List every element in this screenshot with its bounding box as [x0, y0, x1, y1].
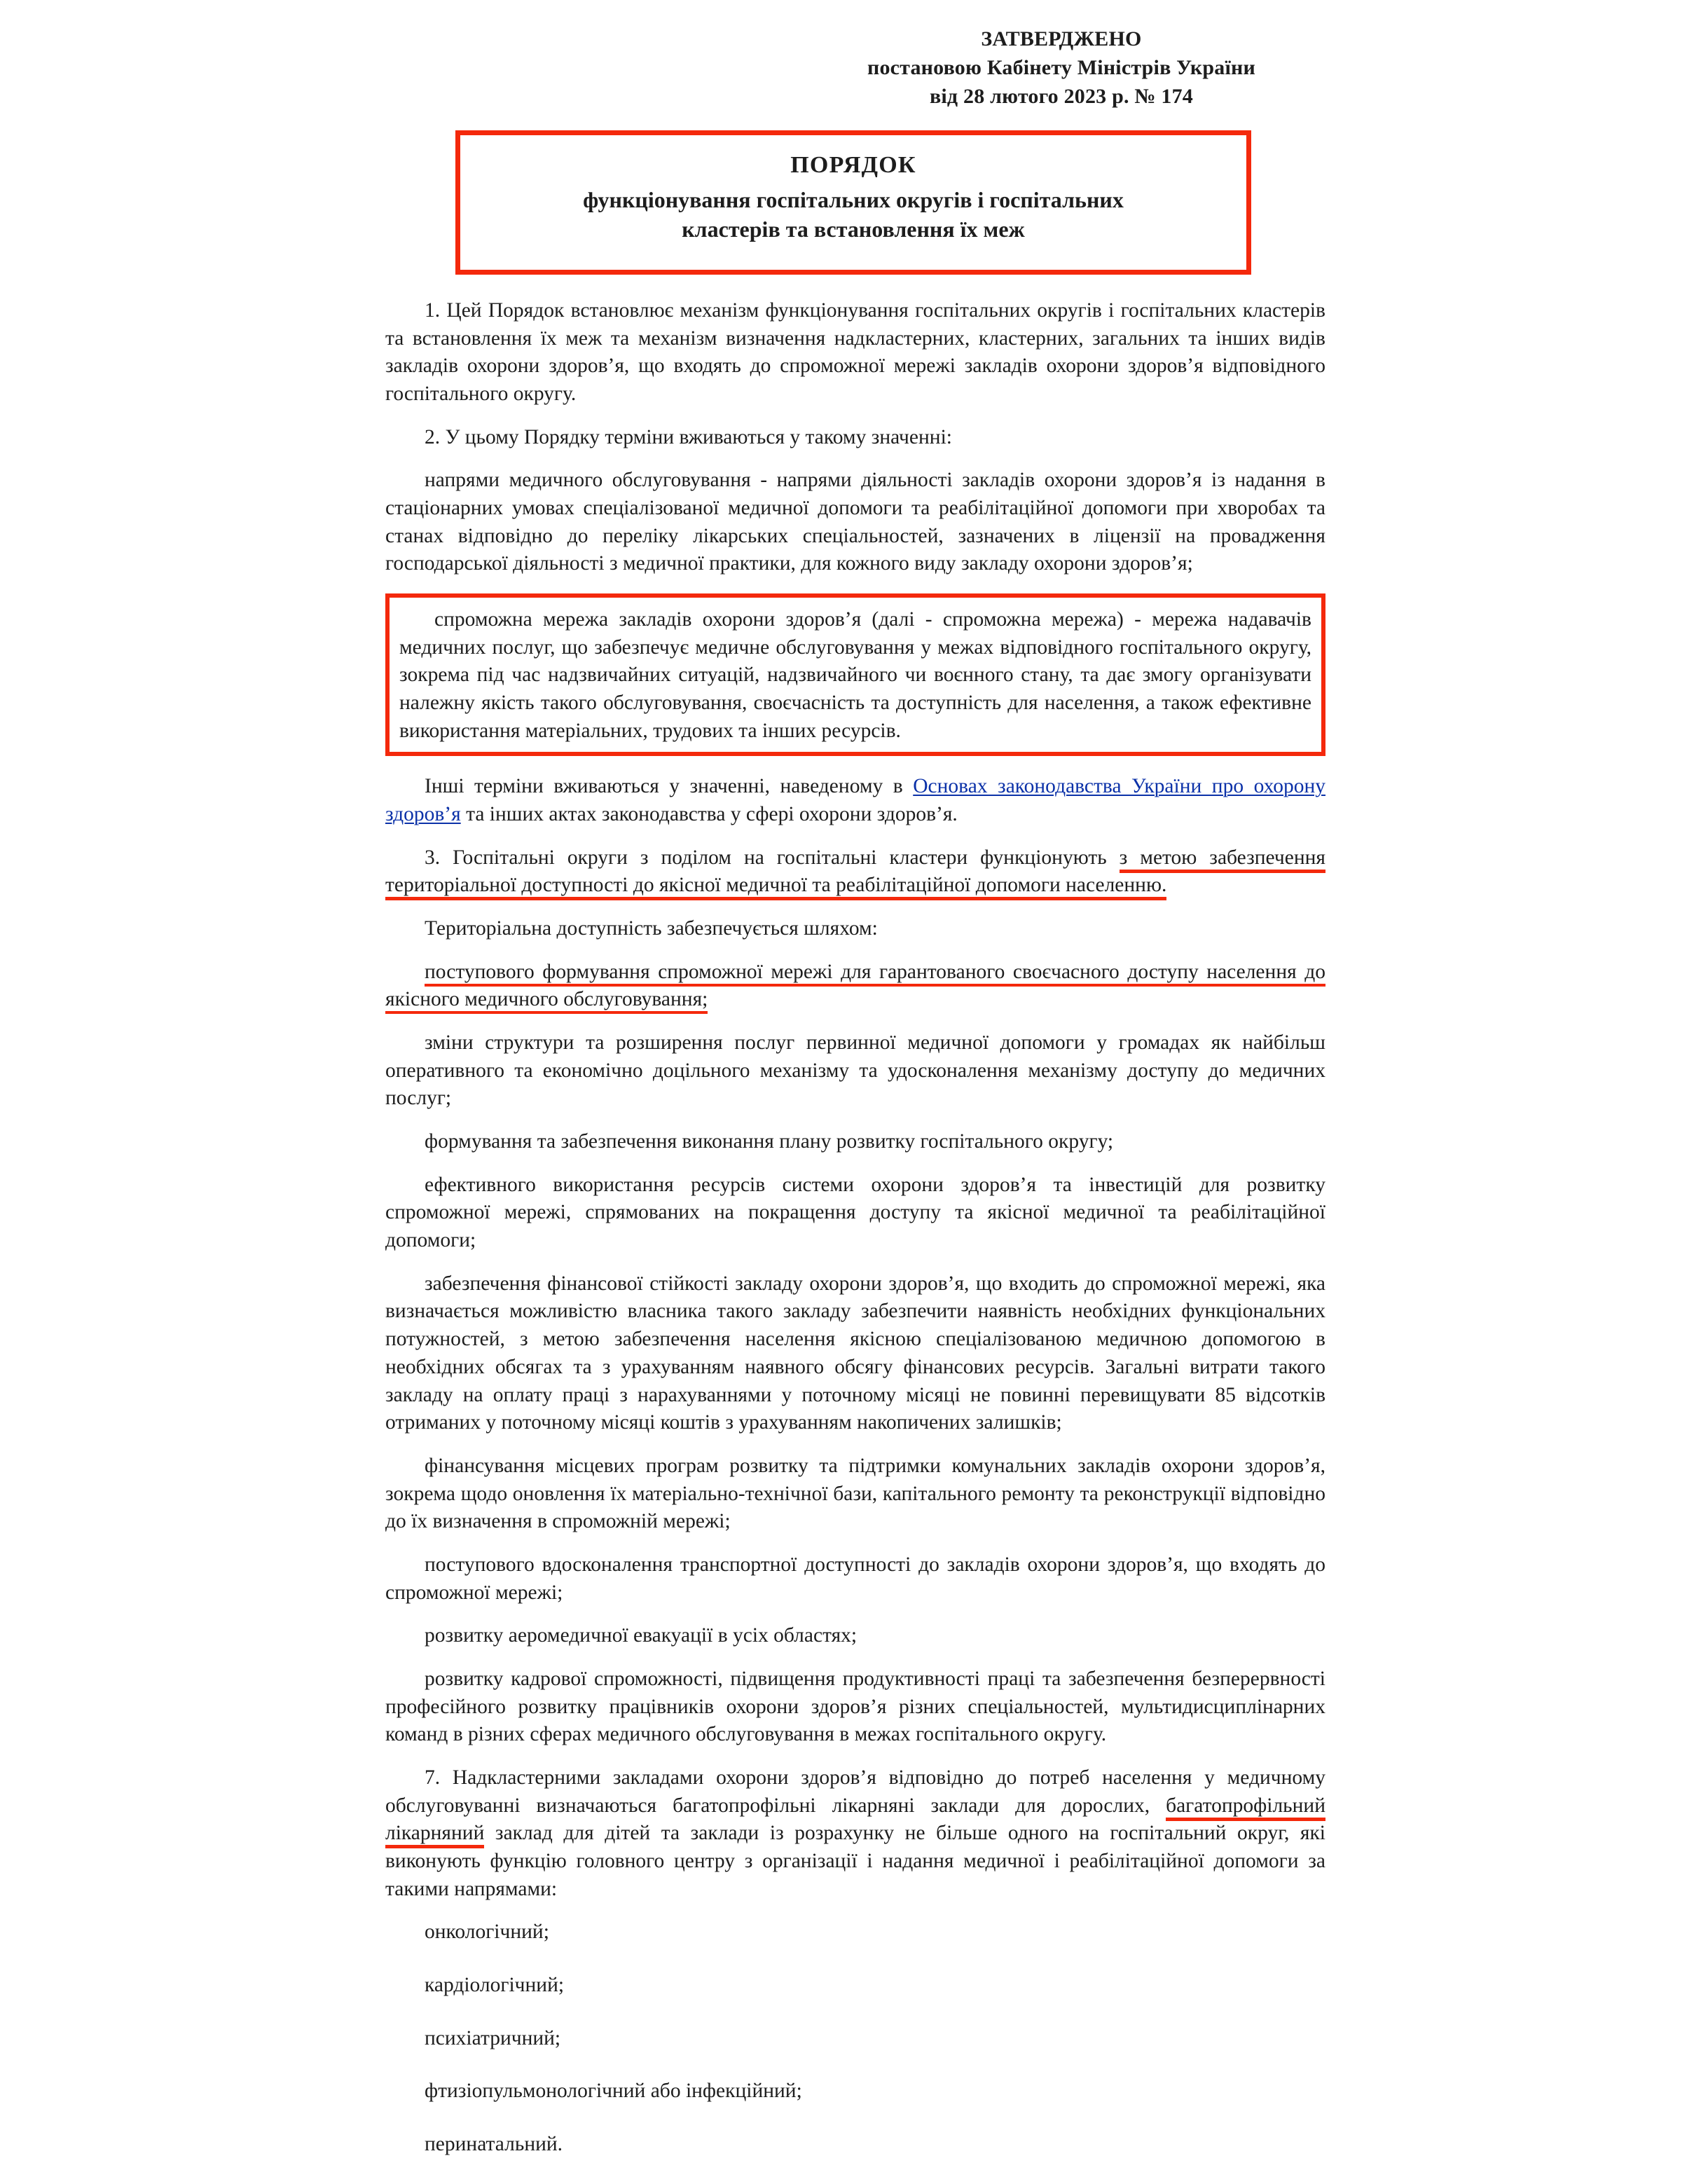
page-subtitle: [460, 185, 1246, 245]
paragraph-3-prefix: 3. Госпітальні округи з поділом на госпітальні кластери функціонують: [425, 846, 1120, 869]
bullet-formuvannia-planu: формування та забезпечення виконання плану розвитку госпітального округу;: [425, 1130, 1114, 1153]
approval-line-2: постановою Кабінету Міністрів України: [867, 55, 1256, 79]
term-napryamy-medychnogo-obslugovuvannia: напрями медичного обслуговування - напрями діяльності закладів охорони здоров’я із надання в стаціонарних умовах спеціалізованої медичної допомоги та реабілітаційної допомоги при хворобах та станах відповідно до переліку лікарських спеціальностей, зазначених в ліцензії на провадження господарської діяльності з медичної практики, для кожного виду закладу охорони здоров’я;: [385, 469, 1325, 575]
other-terms-suffix: та інших актах законодавства у сфері охорони здоров’я.: [460, 803, 958, 826]
paragraph-3-highlighted-text: з метою забезпечення територіальної доступності до якісної медичної та реабілітаційної допомоги населенню.: [385, 846, 1325, 901]
bullet-postupovogo-formuvannia-text: поступового формування спроможної мережі для гарантованого своєчасного доступу населення до якісного медичного обслуговування;: [385, 961, 1325, 1015]
bullet-finansuvannia-mistsevykh-program: фінансування місцевих програм розвитку та підтримки комунальних закладів охорони здоров’я, зокрема щодо оновлення їх матеріально-технічної бази, капітального ремонту та реконструкції відповідно до їх визначення в спроможній мережі;: [385, 1454, 1325, 1533]
paragraph-3: [385, 844, 1325, 900]
term-spromozhna-merezha: спроможна мережа закладів охорони здоров’я (далі - спроможна мережа) - мережа надавачів медичних послуг, що забезпечує медичне обслуговування у межах відповідного госпітального округу, зокрема під час надзвичайних ситуацій, надзвичайного чи воєнного стану, та дає змогу організувати належну якість такого обслуговування, своєчасність та доступність для населення, а також ефективне використання матеріальних, трудових та інших ресурсів.: [399, 608, 1311, 742]
list-item: кардіологічний;: [425, 1973, 565, 1996]
paragraph-2: 2. У цьому Порядку терміни вживаються у такому значенні:: [425, 425, 952, 448]
list-item: психіатричний;: [425, 2026, 561, 2049]
bullet-kadrova-spromozhnist: розвитку кадрової спроможності, підвищення продуктивності праці та забезпечення безперервності професійного розвитку працівників охорони здоров’я різних спеціальностей, мультидисциплінарних команд в різних сферах медичного обслуговування в межах госпітального округу.: [385, 1667, 1325, 1746]
title-block: [460, 151, 1246, 245]
approval-line-3: від 28 лютого 2023 р. № 174: [929, 84, 1194, 108]
bullet-zminy-struktury: зміни структури та розширення послуг первинної медичної допомоги у громадах як найбільш оперативного та економічно доцільного механізму та удосконалення механізму доступу до медичних послуг;: [385, 1031, 1325, 1110]
bullet-transportna-dostupnist: поступового вдосконалення транспортної доступності до закладів охорони здоров’я, що входять до спроможної мережі;: [385, 1553, 1325, 1604]
paragraph-7-highlighted-text: багатопрофільний лікарняний: [385, 1794, 1325, 1849]
document-body: [385, 297, 1325, 2184]
page-subtitle-line-1: функціонування госпітальних округів і госпітальних: [583, 186, 1124, 212]
page-subtitle-line-2: кластерів та встановлення їх меж: [682, 217, 1025, 242]
paragraph-7-suffix: заклад для дітей та заклади із розрахунку не більше одного на госпітальний округ, які виконують функцію головного центру з організації і надання медичної і реабілітаційної допомоги за такими напрямами:: [385, 1822, 1325, 1900]
bullet-efektyvnogo-vykorystannia: ефективного використання ресурсів системи охорони здоров’я та інвестицій для розвитку спроможної мережі, спрямованих на покращення доступу та якісної медичної та реабілітаційної допомоги;: [385, 1173, 1325, 1252]
bullet-postupovogo-formuvannia: [385, 959, 1325, 1014]
paragraph-7: [385, 1764, 1325, 1903]
other-terms-paragraph: [385, 773, 1325, 828]
list-item: перинатальний.: [425, 2132, 563, 2155]
title-highlight-box: [455, 130, 1251, 275]
approval-block: [834, 25, 1289, 111]
page-title: ПОРЯДОК: [790, 152, 916, 178]
approval-line-1: ЗАТВЕРДЖЕНО: [981, 27, 1142, 50]
list-item: онкологічний;: [425, 1921, 549, 1944]
territorial-accessibility-intro: Територіальна доступність забезпечується шляхом:: [425, 917, 878, 940]
paragraph-1: 1. Цей Порядок встановлює механізм функціонування госпітальних округів і госпітальних кластерів та встановлення їх меж та механізм визначення надкластерних, кластерних, загальних та інших видів закладів охорони здоров’я, що входять до спроможної мережі закладів охорони здоров’я відповідного госпітального округу.: [385, 299, 1325, 406]
paragraph-7-prefix: 7. Надкластерними закладами охорони здоров’я відповідно до потреб населення у медичному обслуговуванні визначаються багатопрофільні лікарняні заклади для дорослих,: [385, 1766, 1325, 1817]
bullet-aeromedychna-evakuatsiia: розвитку аеромедичної евакуації в усіх областях;: [425, 1624, 858, 1647]
osnovy-zakonodavstva-link[interactable]: Основах законодавства України про охорону здоров’я: [385, 775, 1325, 826]
spromozhna-merezha-highlight-box: [385, 593, 1325, 756]
bullet-finansova-stiykist: забезпечення фінансової стійкості закладу охорони здоров’я, що входить до спроможної мережі, яка визначається можливістю власника такого закладу забезпечити наявність необхідних функціональних потужностей, з метою забезпечення населення якісною спеціалізованою медичною допомогою в необхідних обсягах та з урахуванням наявного обсягу фінансових ресурсів. Загальні витрати такого закладу на оплату праці з нарахуваннями у поточному місяці не повинні перевищувати 85 відсотків отриманих у поточному місяці коштів з урахуванням накопичених залишків;: [385, 1272, 1325, 1434]
list-item: фтизіопульмонологічний або інфекційний;: [425, 2080, 802, 2103]
other-terms-prefix: Інші терміни вживаються у значенні, наведеному в: [425, 775, 914, 798]
